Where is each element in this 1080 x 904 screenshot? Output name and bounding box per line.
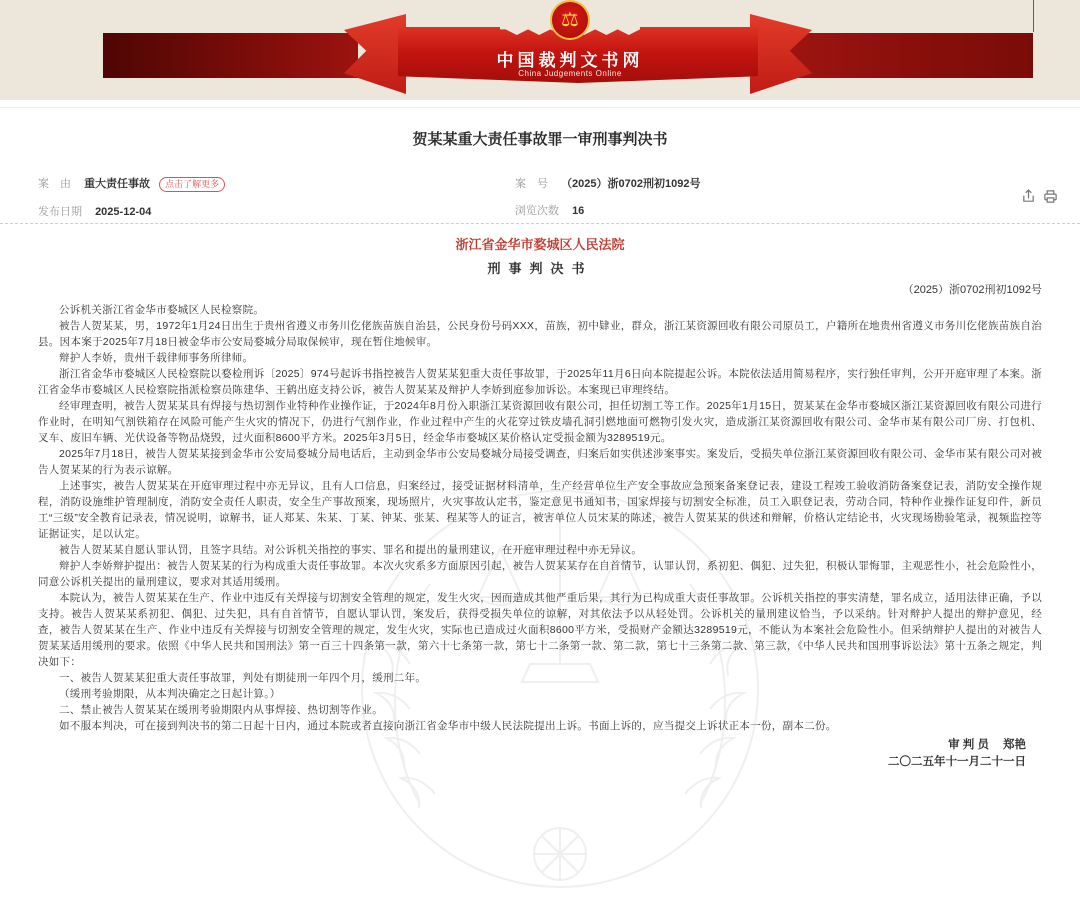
site-title: 中国裁判文书网 — [496, 51, 644, 70]
judgment-paragraphs — [38, 302, 1042, 734]
meta-caseno-row — [515, 175, 700, 191]
court-emblem-icon — [550, 0, 590, 40]
judge-label: 审 判 员 — [948, 739, 989, 751]
views-label: 浏览次数 — [515, 205, 559, 217]
site-banner — [0, 0, 1080, 100]
case-number: （2025）浙0702刑初1092号 — [902, 284, 1042, 296]
judgment-paragraph: 2025年7月18日，被告人贺某某接到金华市公安局婺城分局电话后，主动到金华市公安局婺城分局接受调查，归案后如实供述涉案事实。案发后，受损失单位浙江某资源回收有限公司、金华市某有限公司对被告人贺某某的行为表示谅解。 — [38, 448, 1042, 476]
judgment-paragraph: 如不服本判决，可在接到判决书的第二日起十日内，通过本院或者直接向浙江省金华市中级人民法院提出上诉。书面上诉的，应当提交上诉状正本一份，副本二份。 — [59, 720, 837, 732]
publish-date-value: 2025-12-04 — [95, 206, 152, 218]
judgment-paragraph: （缓刑考验期限，从本判决确定之日起计算。） — [59, 688, 281, 700]
judgment-paragraph: 被告人贺某某，男，1972年1月24日出生于贵州省遵义市务川仡佬族苗族自治县，公民身份号码XXX，苗族，初中肄业，群众，浙江某资源回收有限公司原员工，户籍所在地贵州省遵义市务川仡佬族苗族自治县。因本案于2025年7月18日被金华市公安局婺城分局取保候审，现在暂住地候审。 — [38, 320, 1042, 348]
judgment-paragraph: 被告人贺某某自愿认罪认罚，且签字具结。对公诉机关指控的事实、罪名和提出的量刑建议，在开庭审理过程中亦无异议。 — [59, 544, 643, 556]
judgment-paragraph: 经审理查明，被告人贺某某具有焊接与热切割作业特种作业操作证，于2024年8月份入职浙江某资源回收有限公司，担任切割工等工作。2025年1月15日，贺某某在金华市婺城区浙江某资源回收有限公司进行作业时，在明知气割铁箱存在风险可能产生火灾的情况下，仍进行气割作业，作业过程中产生的火花穿过铁皮墙孔洞引燃地面可燃物引发火灾，造成浙江某资源回收有限公司、金华市某有限公司厂房、打包机、叉车、废旧车辆、光伏设备等物品烧毁，过火面积8600平方米。2025年3月5日，经金华市婺城区某价格认定受损金额为3289519元。 — [38, 400, 1042, 444]
judgment-paragraph: 一、被告人贺某某犯重大责任事故罪，判处有期徒刑一年四个月，缓刑二年。 — [59, 672, 427, 684]
learn-more-badge[interactable]: 点击了解更多 — [159, 177, 225, 192]
share-icon[interactable] — [1021, 189, 1036, 204]
banner-edge-line — [1033, 0, 1034, 32]
judgment-paragraph: 本院认为，被告人贺某某在生产、作业中违反有关焊接与切割安全管理的规定，发生火灾，因而造成其他严重后果，其行为已构成重大责任事故罪。公诉机关指控的事实清楚，罪名成立，适用法律正确，予以支持。被告人贺某某系初犯、偶犯、过失犯，具有自首情节，自愿认罪认罚，案发后，获得受损失单位的谅解，对其依法予以从轻处罚。公诉机关的量刑建议恰当，予以采纳。针对辩护人提出的辩护意见，经查，被告人贺某某在生产、作业中违反有关焊接与切割安全管理的规定，发生火灾，实际也已造成过火面积8600平方米，受损财产金额达3289519元，不能认为本案社会危险性小。但采纳辩护人提出的对被告人贺某某适用缓刑的要求。依照《中华人民共和国刑法》第一百三十四条第一款，第六十七条第一款，第七十二条第一款、第二款，第七十三条第二款、第三款，《中华人民共和国刑事诉讼法》第十五条之规定，判决如下： — [38, 592, 1042, 668]
doc-type-title: 刑事判决书 — [487, 261, 593, 276]
banner-ribbon-left — [103, 33, 358, 78]
judgment-paragraph: 二、禁止被告人贺某某在缓刑考验期限内从事焊接、热切割等作业。 — [59, 704, 383, 716]
publish-date-label: 发布日期 — [38, 206, 82, 218]
signature-block — [38, 737, 1042, 771]
judgment-document — [0, 224, 1080, 771]
judgment-paragraph: 浙江省金华市婺城区人民检察院以婺检刑诉〔2025〕974号起诉书指控被告人贺某某犯重大责任事故罪，于2025年11月6日向本院提起公诉。本院依法适用简易程序，实行独任审判，公开开庭审理了本案。浙江省金华市婺城区人民检察院指派检察员陈建华、王鹤出庭支持公诉，被告人贺某某及辩护人李娇到庭参加诉讼。本案现已审理终结。 — [38, 368, 1042, 396]
judge-line — [38, 737, 1026, 754]
page-title: 贺某某重大责任事故罪一审刑事判决书 — [412, 131, 668, 148]
doc-meta — [38, 175, 1042, 221]
site-subtitle: China Judgements Online — [518, 69, 622, 78]
views-value: 16 — [572, 205, 585, 217]
meta-right-column — [515, 175, 700, 229]
meta-action-icons — [1021, 189, 1058, 204]
cause-value: 重大责任事故 — [84, 178, 151, 190]
printer-icon[interactable] — [1043, 189, 1058, 204]
meta-views-row — [515, 202, 700, 218]
judgment-paragraph: 公诉机关浙江省金华市婺城区人民检察院。 — [59, 304, 265, 316]
judgment-paragraph: 辩护人李娇辩护提出：被告人贺某某的行为构成重大责任事故罪。本次火灾系多方面原因引起，被告人贺某某存在自首情节，认罪认罚，系初犯、偶犯、过失犯，积极认罪悔罪，主观恶性小，社会危险性小，同意公诉机关提出的量刑建议，要求对其适用缓刑。 — [38, 560, 1042, 588]
judge-name: 郑艳 — [1003, 739, 1026, 751]
scales-glyph: ⚖ — [561, 9, 579, 31]
case-no-value: （2025）浙0702刑初1092号 — [561, 178, 701, 190]
judgment-paragraph: 辩护人李娇，贵州千载律师事务所律师。 — [59, 352, 254, 364]
judgment-paragraph: 上述事实，被告人贺某某在开庭审理过程中亦无异议，且有人口信息，归案经过，接受证据材料清单，生产经营单位生产安全事故应急预案备案登记表，建设工程竣工验收消防备案登记表，消防安全操作规程，消防设施维护管理制度，消防安全责任人职责，安全生产事故预案，现场照片，火灾事故认定书，鉴定意见书通知书，国家焊接与切割安全标准，员工入职登记表，劳动合同，特种作业操作证复印件，新员工“三级”安全教育记录表，情况说明，谅解书，证人郑某、朱某、丁某、钟某、张某、程某等人的证言，被害单位人员宋某的陈述，被告人贺某某的供述和辩解，价格认定结论书，火灾现场勘验笔录，视频监控等证据证实，足以认定。 — [38, 480, 1042, 540]
cause-label: 案 由 — [38, 178, 71, 190]
judgment-content — [38, 234, 1042, 771]
judgment-date: 二〇二五年十一月二十一日 — [888, 756, 1026, 768]
case-no-label: 案 号 — [515, 178, 548, 190]
header-divider — [0, 107, 1080, 108]
court-name: 浙江省金华市婺城区人民法院 — [455, 237, 625, 252]
